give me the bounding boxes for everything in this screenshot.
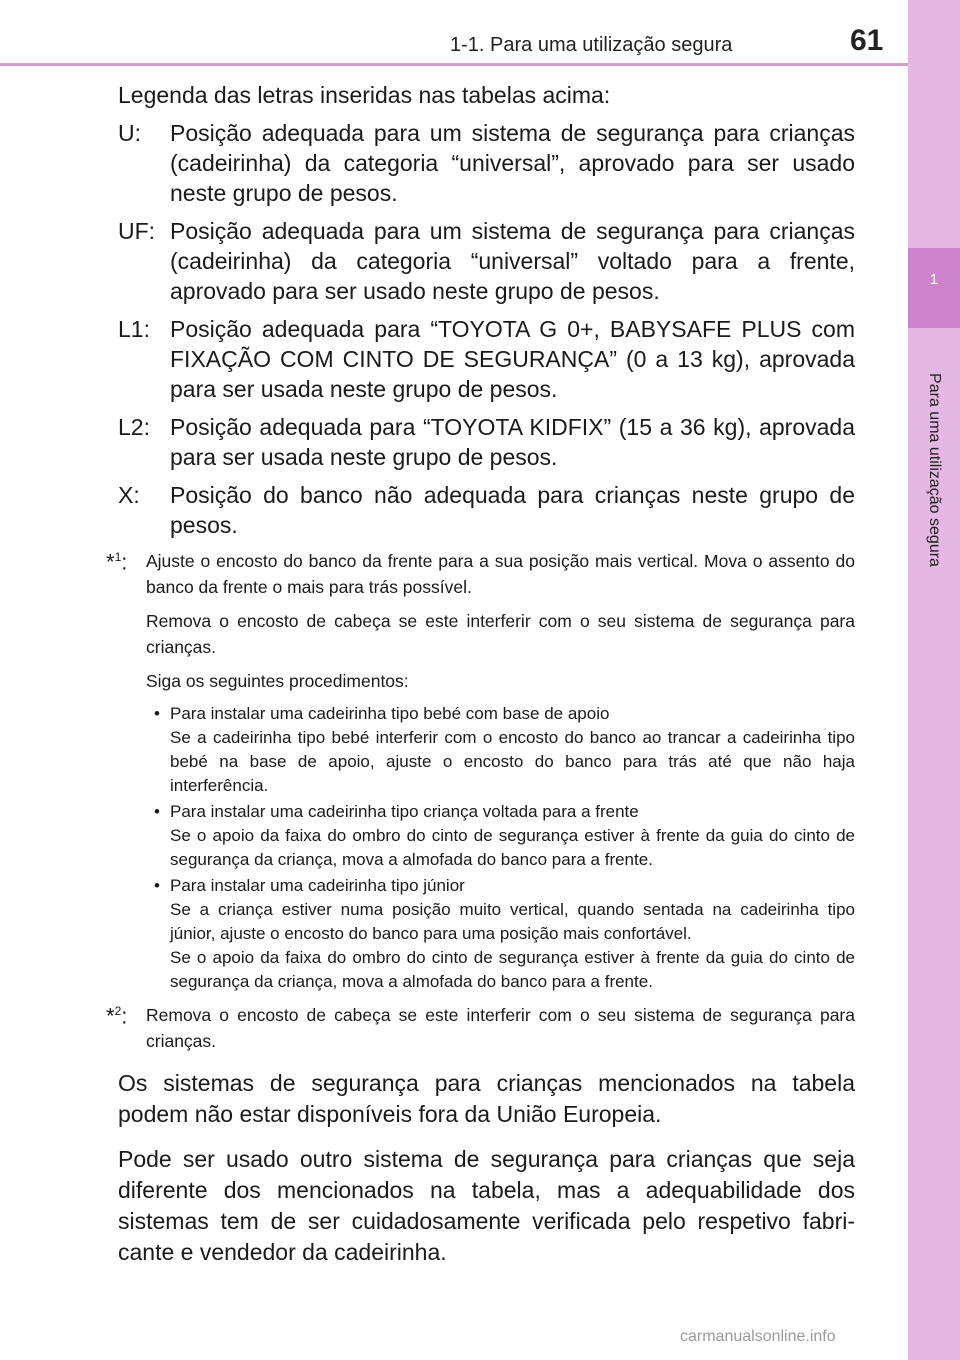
procedure-body: Se a criança estiver numa posição muito vertical, quando sentada na cadeirinha tipo júnior, ajuste o encosto do banco para uma posição mais confortável. xyxy=(170,900,855,943)
footnote-marker xyxy=(106,544,127,575)
footnote-colon: : xyxy=(121,1003,128,1029)
legend-key: UF: xyxy=(118,218,156,244)
page-number: 61 xyxy=(850,24,884,57)
legend-text: Posição adequada para um sistema de segurança para crianças (cadeirinha) da categoria “universal” voltado para a frente, aprovado para ser usado neste grupo de pesos. xyxy=(170,218,855,304)
footnote-text: Siga os seguintes procedimentos: xyxy=(146,671,409,691)
procedure-item xyxy=(154,702,855,798)
footnote-colon: : xyxy=(121,549,128,575)
legend-text: Posição do banco não adequada para crianças neste grupo de pesos. xyxy=(170,482,855,538)
procedure-item xyxy=(154,874,855,994)
footnote-text: Remova o encosto de cabeça se este interferir com o seu sistema de segurança para crianças. xyxy=(146,611,855,657)
body-paragraph: Pode ser usado outro sistema de segurança para crianças que seja diferente dos mencionados na tabela, mas a adequabilidade dos sistemas tem de ser cuidadosamente verificada pelo respetivo fabri- cante e vendedor da cadeirinha. xyxy=(118,1146,855,1265)
chapter-label: Para uma utilização segura xyxy=(926,373,943,567)
procedure-title: Para instalar uma cadeirinha tipo bebé com base de apoio xyxy=(170,704,610,723)
footnote-number: 2 xyxy=(114,1004,122,1018)
legend-text: Posição adequada para “TOYOTA KIDFIX” (15 a 36 kg), aprovada para ser usada neste grupo de pesos. xyxy=(170,414,855,470)
legend-text: Posição adequada para um sistema de segurança para crianças (cadeirinha) da categoria “universal”, aprovado para ser usado neste grupo de pesos. xyxy=(170,120,855,206)
footnote-1 xyxy=(106,548,855,994)
header-divider xyxy=(0,63,908,66)
legend-key: L1: xyxy=(118,316,150,342)
footnote-marker xyxy=(106,998,127,1029)
footnote-text: Ajuste o encosto do banco da frente para a sua posição mais vertical. Mova o assento do banco da frente o mais para trás possível. xyxy=(146,551,855,597)
procedure-list xyxy=(146,702,855,994)
section-title: 1-1. Para uma utilização segura xyxy=(450,34,733,56)
legend-item xyxy=(118,314,855,404)
bullet-icon: • xyxy=(154,876,160,895)
legend-item xyxy=(118,480,855,540)
chapter-tab: 1 xyxy=(908,248,960,328)
bullet-icon: • xyxy=(154,704,160,723)
body-paragraph: Os sistemas de segurança para crianças mencionados na tabela podem não estar disponíveis fora da União Europeia. xyxy=(118,1070,855,1127)
side-band xyxy=(908,0,960,1360)
legend-item xyxy=(118,118,855,208)
footnote-2 xyxy=(106,1002,855,1054)
procedure-body: Se a cadeirinha tipo bebé interferir com o encosto do banco ao trancar a cadeirinha tipo bebé na base de apoio, ajuste o encosto do banco para trás até que não haja interferência. xyxy=(170,728,855,795)
watermark: carmanualsonline.info xyxy=(680,1328,836,1345)
page-content xyxy=(106,80,855,1268)
legend-key: L2: xyxy=(118,414,150,440)
procedure-title: Para instalar uma cadeirinha tipo criança voltada para a frente xyxy=(170,802,639,821)
procedure-item xyxy=(154,800,855,872)
footnote-star: * xyxy=(106,549,115,575)
footnote-star: * xyxy=(106,1003,115,1029)
procedure-title: Para instalar uma cadeirinha tipo júnior xyxy=(170,876,465,895)
legend-text: Posição adequada para “TOYOTA G 0+, BABYSAFE PLUS com FIXAÇÃO COM CINTO DE SEGURANÇA” (0 a 13 kg), aprovada para ser usada neste grupo de pesos. xyxy=(170,316,855,402)
legend-key: U: xyxy=(118,120,141,146)
legend-item xyxy=(118,412,855,472)
legend-title: Legenda das letras inseridas nas tabelas acima: xyxy=(118,82,611,108)
legend-item xyxy=(118,216,855,306)
footnote-text: Remova o encosto de cabeça se este interferir com o seu sistema de segurança para crianças. xyxy=(146,1005,855,1051)
legend-key: X: xyxy=(118,482,140,508)
procedure-body: Se o apoio da faixa do ombro do cinto de segurança estiver à frente da guia do cinto de segurança da criança, mova a almofada do banco para a frente. xyxy=(170,948,855,991)
bullet-icon: • xyxy=(154,802,160,821)
procedure-body: Se o apoio da faixa do ombro do cinto de segurança estiver à frente da guia do cinto de segurança da criança, mova a almofada do banco para a frente. xyxy=(170,826,855,869)
footnote-number: 1 xyxy=(114,550,122,564)
